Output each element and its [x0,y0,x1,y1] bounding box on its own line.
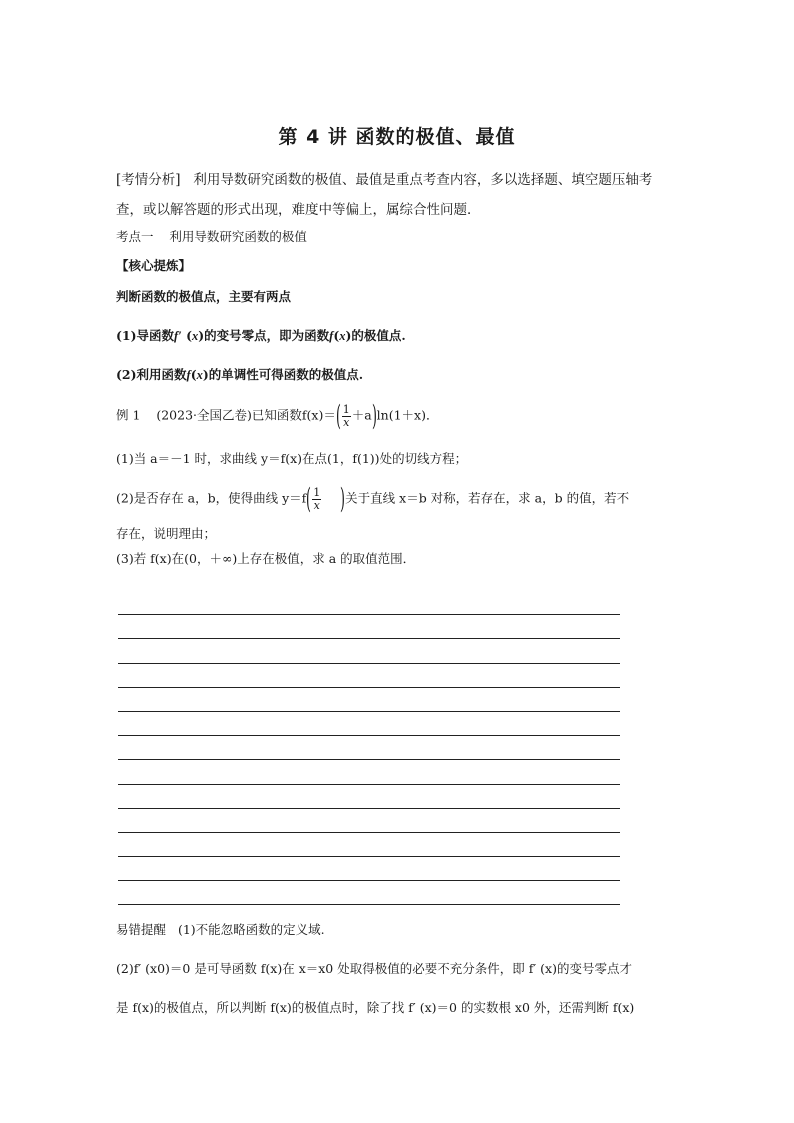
analysis-text-1: 利用导数研究函数的极值、最值是重点考查内容，多以选择题、填空题压轴考 [193,172,653,188]
core-1-text-a: (1)导函数 [116,328,175,343]
core-2-text-b: ( [190,367,197,382]
page-title: 第 4 讲 函数的极值、最值 [278,126,516,148]
answer-line [118,639,620,663]
example-fraction [342,404,351,429]
tip-text: (1)不能忽略函数的定义域. [177,922,325,937]
answer-line [118,785,620,809]
example-source: (2023·全国乙卷)已知函数 [156,407,302,423]
core-2-text-a: (2)利用函数 [116,367,187,382]
core-point-1 [116,327,406,345]
core-1-text-e: )的极值点. [345,328,406,343]
fraction-denominator: x [343,415,350,429]
core-1-fprime: f′ [174,329,182,343]
right-paren: ) [371,399,377,432]
core-1-f: f [329,329,334,343]
core-2-x: x [196,368,203,382]
answer-line [118,712,620,736]
analysis-tag: [考情分析] [116,172,181,188]
kaodian-heading [116,228,307,246]
q2-fraction-denominator: x [313,498,320,512]
tip-line-1 [116,921,325,939]
answer-line [118,615,620,639]
answer-line [118,664,620,688]
example-plus-a: ＋a [351,407,372,423]
answer-lines [118,591,620,905]
answer-line [118,857,620,881]
answer-line [118,881,620,905]
example-tail: ln(1＋x)． [376,407,439,423]
kaodian-title: 利用导数研究函数的极值 [169,229,307,244]
tip-line-3: 是 f(x)的极值点，所以判断 f(x)的极值点时，除了找 f′ (x)＝0 的实数根 x0 外，还需判断 f(x) [116,1000,635,1015]
tip-label: 易错提醒 [116,922,167,937]
left-paren: ( [335,399,341,432]
answer-line [118,736,620,760]
answer-line [118,760,620,784]
core-1-text-b: ( [186,328,192,343]
answer-line [118,809,620,833]
core-2-f: f [186,368,191,382]
core-intro: 判断函数的极值点，主要有两点 [116,289,292,304]
q2-fraction-numerator: 1 [313,485,321,499]
core-1-x: x [192,329,199,343]
q2-fraction [312,487,321,512]
core-1-x2: x [339,329,346,343]
example-line [116,399,439,432]
question-3: (3)若 f(x)在(0，＋∞)上存在极值，求 a 的取值范围． [116,551,416,566]
q2-text-a: (2)是否存在 a，b，使得曲线 y＝f [116,490,307,506]
question-2-line-2: 存在，说明理由； [116,526,217,541]
q2-text-b: 关于直线 x＝b 对称，若存在，求 a，b 的值，若不 [345,490,630,506]
question-1: (1)当 a＝－1 时，求曲线 y＝f(x)在点(1，f(1))处的切线方程； [116,451,468,466]
analysis-line-1 [116,171,652,189]
example-fx: f(x)＝ [301,407,336,423]
answer-line [118,688,620,712]
tip-line-2: (2)f′ (x0)＝0 是可导函数 f(x)在 x＝x0 处取得极值的必要不充分条件，即 f′ (x)的变号零点才 [116,961,632,976]
core-tag: 【核心提炼】 [116,258,192,273]
q2-left-paren: ( [306,482,312,515]
core-1-text-c: )的变号零点，即为函数 [198,328,330,343]
core-1-text-d: ( [333,328,340,343]
core-2-text-c: )的单调性可得函数的极值点. [202,367,364,382]
q2-right-paren: ) [340,482,346,515]
core-point-2 [116,366,363,384]
example-label: 例 1 [116,407,141,423]
analysis-line-2: 查，或以解答题的形式出现，难度中等偏上，属综合性问题． [116,202,481,218]
question-2-line-1 [116,482,630,515]
answer-line [118,591,620,615]
kaodian-label: 考点一 [116,229,154,244]
fraction-numerator: 1 [342,402,350,416]
answer-line [118,833,620,857]
